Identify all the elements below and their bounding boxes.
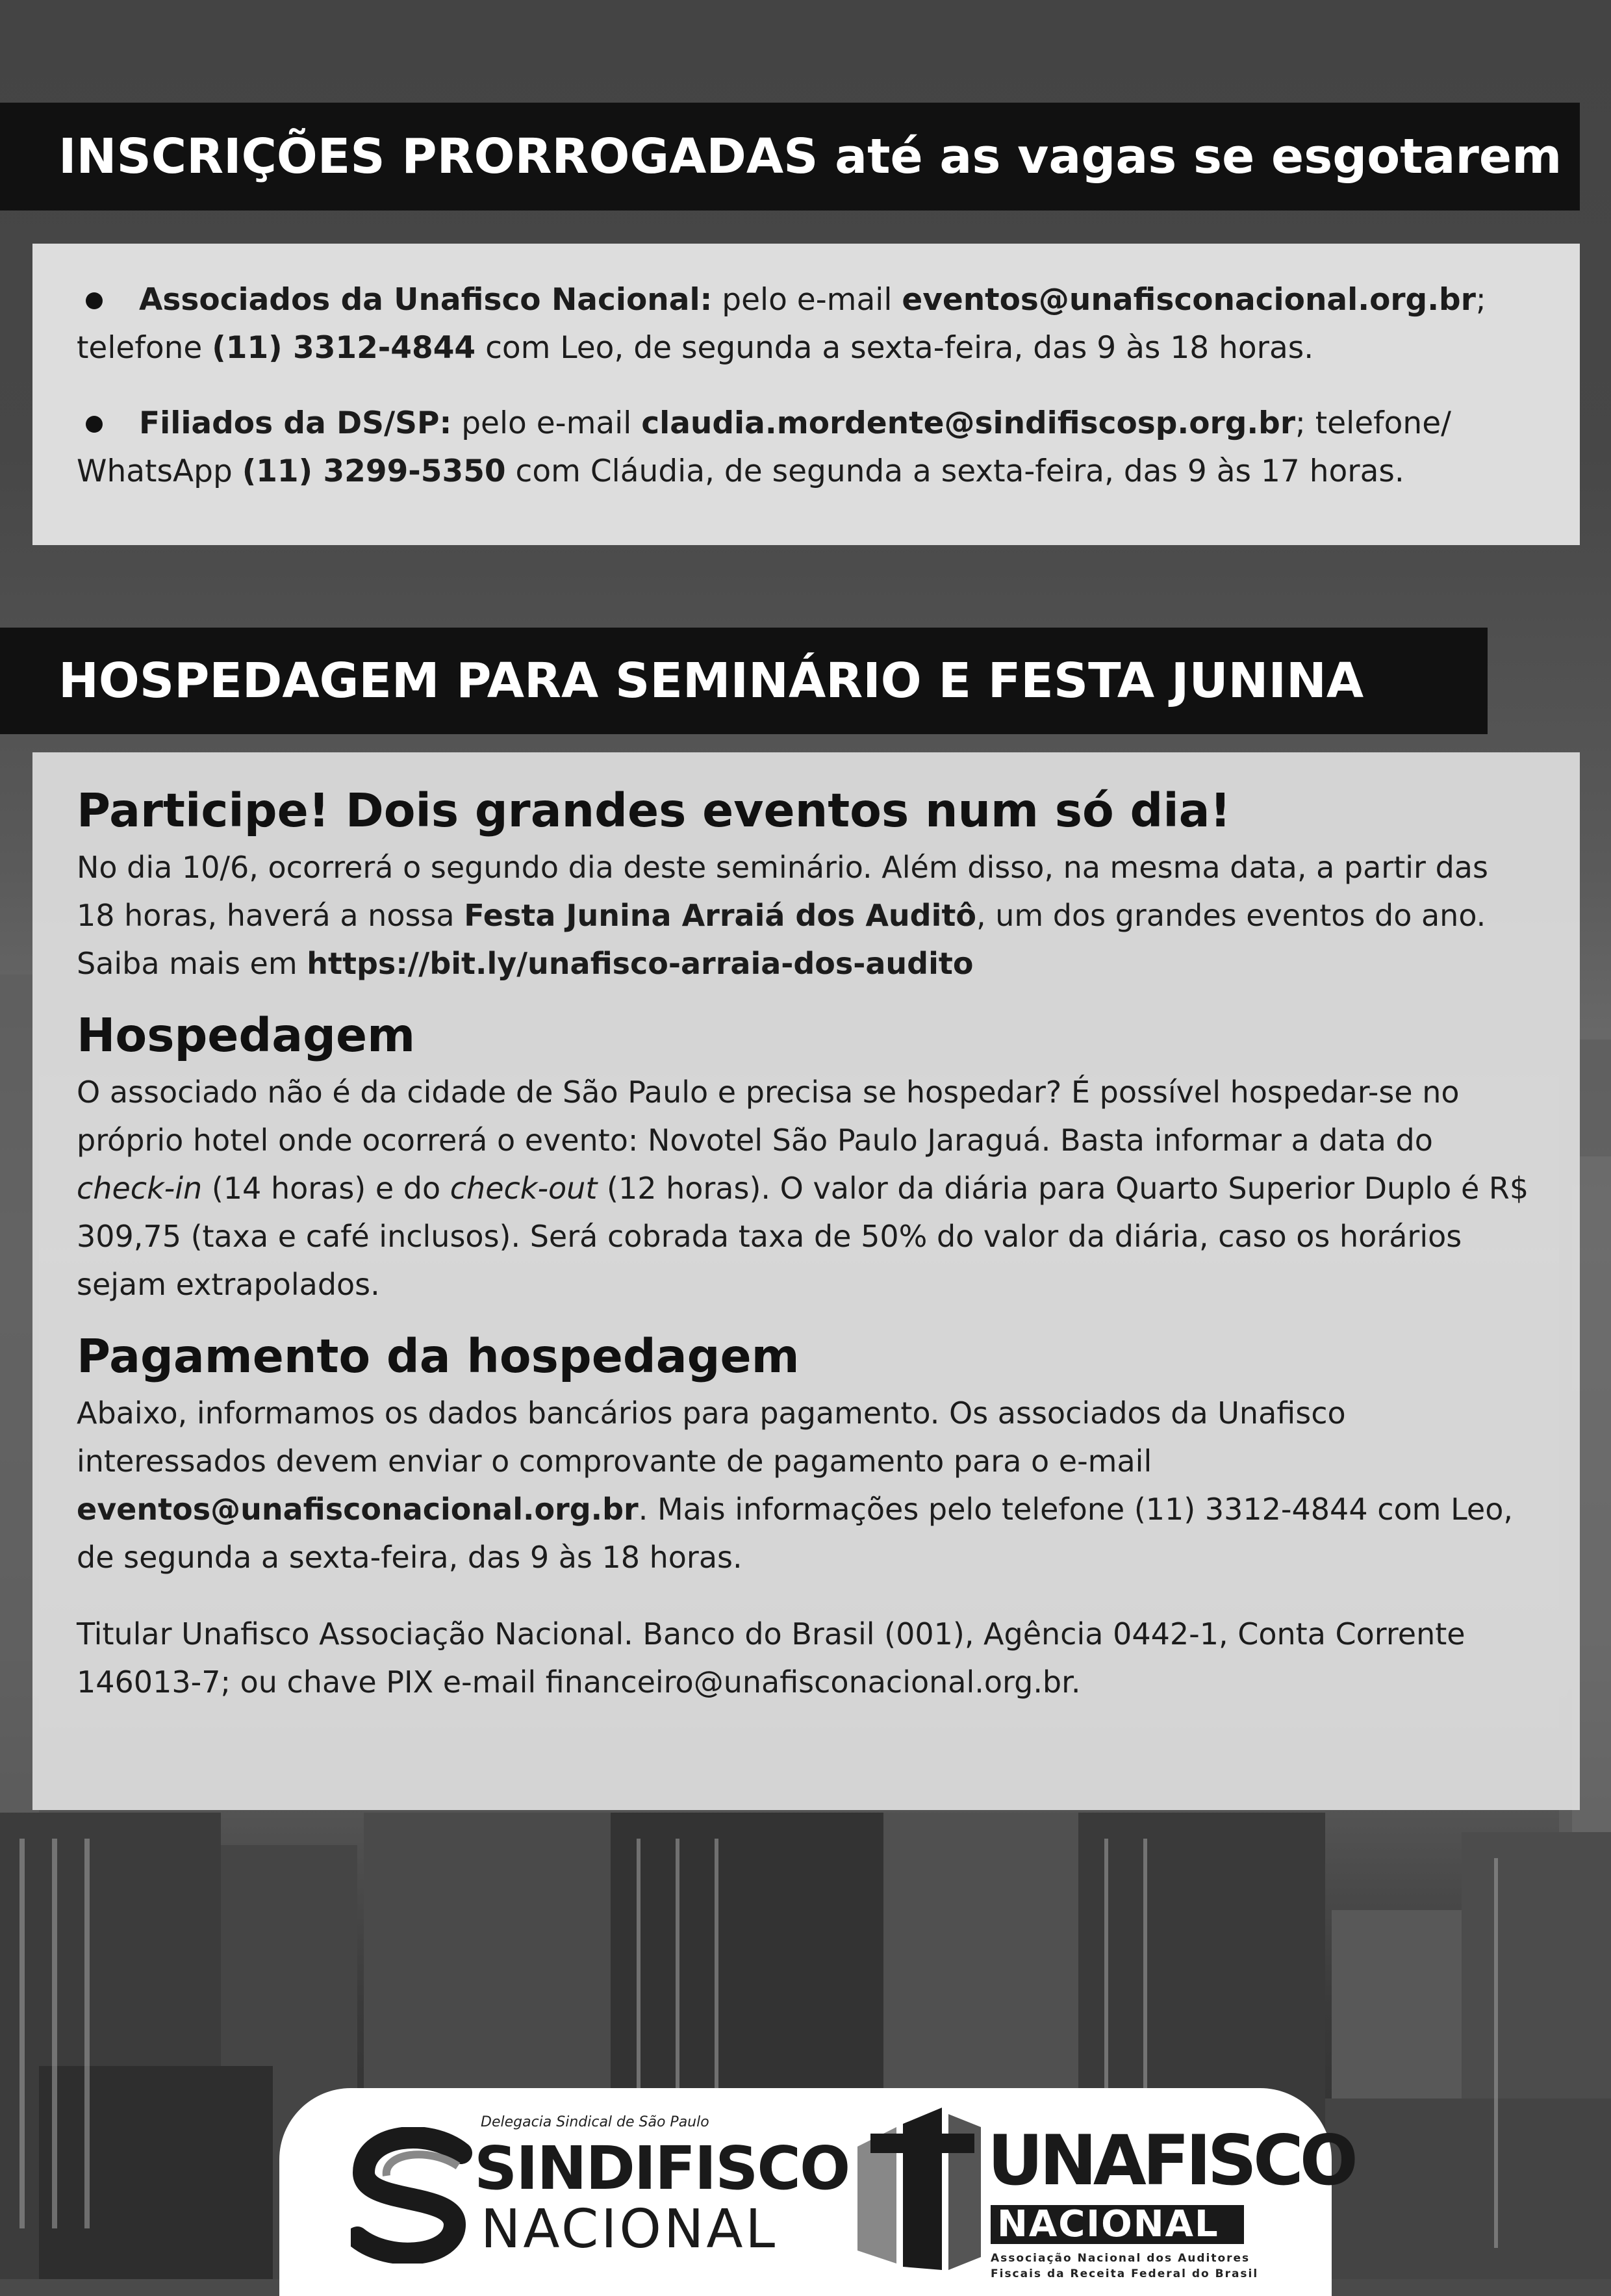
sindifisco-logo: [351, 2114, 850, 2270]
inscricoes-panel: [32, 244, 1580, 545]
heading-participe: Participe! Dois grandes eventos num só dia!: [77, 784, 1231, 837]
bullet-text: pelo e-mail: [712, 282, 902, 318]
bullet-text: com Leo, de segunda a sexta-feira, das 9 às 18 horas.: [476, 330, 1314, 366]
paragraph-banco: Titular Unafisco Associação Nacional. Banco do Brasil (001), Agência 0442-1, Conta Corrente 146013-7; ou chave PIX e-mail financeiro@unafisconacional.org.br.: [77, 1616, 1465, 1700]
section-header-inscricoes: [0, 103, 1580, 210]
sindifisco-name: SINDIFISCO: [474, 2134, 850, 2203]
heading-hospedagem: Hospedagem: [77, 1008, 416, 1062]
bullet-lead: Filiados da DS/SP:: [139, 405, 452, 441]
bullet-icon: [86, 292, 103, 309]
checkout-term: check-out: [450, 1171, 598, 1206]
paragraph-hospedagem: [77, 1068, 1536, 1308]
unafisco-logo: [857, 2101, 1354, 2290]
sindifisco-s-icon: [351, 2127, 474, 2264]
phone-number: (11) 3312-4844: [212, 330, 476, 366]
section-title: INSCRIÇÕES PRORROGADAS até as vagas se esgotarem: [58, 129, 1562, 185]
paragraph-participe: [77, 843, 1536, 988]
unafisco-nacional: NACIONAL: [997, 2203, 1219, 2245]
email-link[interactable]: claudia.mordente@sindifiscosp.org.br: [641, 405, 1296, 441]
bullet-icon: [86, 416, 103, 433]
paragraph-text: O associado não é da cidade de São Paulo e precisa se hospedar? É possível hospedar-se no próprio hotel onde ocorrerá o evento: Novotel São Paulo Jaraguá. Basta informar a data do: [77, 1075, 1460, 1158]
paragraph-text: . Mais informações pelo telefone (11) 3312-4844 com Leo, de segunda a sexta-feira, das 9 às 18 horas.: [77, 1492, 1513, 1575]
section-header-hospedagem: [0, 628, 1488, 734]
paragraph-pagamento: [77, 1389, 1536, 1581]
paragraph-text: No dia 10/6, ocorrerá o segundo dia deste seminário. Além disso, na mesma data, a partir das 18 horas, haverá a nossa: [77, 850, 1488, 933]
paragraph-text: (12 horas). O valor da diária para Quarto Superior Duplo é R$ 309,75 (taxa e café inclusos). Será cobrada taxa de 50% do valor da diária, caso os horários sejam extrapolados.: [77, 1171, 1529, 1302]
sindifisco-nacional: NACIONAL: [481, 2199, 778, 2260]
phone-number: (11) 3299-5350: [242, 453, 506, 489]
festa-name: Festa Junina Arraiá dos Auditô: [464, 898, 976, 933]
sindifisco-subtitle: Delegacia Sindical de São Paulo: [481, 2114, 709, 2130]
bullet-text: ; telefone/ WhatsApp: [77, 405, 1451, 489]
unafisco-tagline-2: Fiscais da Receita Federal do Brasil: [991, 2267, 1259, 2280]
festa-link[interactable]: https://bit.ly/unafisco-arraia-dos-audito: [307, 946, 974, 981]
hospedagem-panel: [32, 752, 1580, 1810]
paragraph-text: (14 horas) e do: [202, 1171, 450, 1206]
paragraph-text: , um dos grandes eventos do ano. Saiba mais em: [77, 898, 1486, 981]
list-item-associados: [77, 276, 1536, 372]
bullet-text: ; telefone: [77, 282, 1486, 366]
unafisco-building-icon: [857, 2108, 981, 2277]
email-link[interactable]: eventos@unafisconacional.org.br: [902, 282, 1476, 318]
bullet-lead: Associados da Unafisco Nacional:: [139, 282, 713, 318]
unafisco-tagline-1: Associação Nacional dos Auditores: [991, 2252, 1250, 2265]
heading-pagamento: Pagamento da hospedagem: [77, 1329, 800, 1383]
section-title: HOSPEDAGEM PARA SEMINÁRIO E FESTA JUNINA: [58, 653, 1364, 709]
logo-footer: [279, 2088, 1354, 2296]
checkin-term: check-in: [77, 1171, 203, 1206]
list-item-filiados: [77, 400, 1536, 496]
bullet-text: pelo e-mail: [451, 405, 642, 441]
unafisco-name: UNAFISCO: [987, 2121, 1354, 2200]
bullet-text: com Cláudia, de segunda a sexta-feira, das 9 às 17 horas.: [505, 453, 1404, 489]
paragraph-text: Abaixo, informamos os dados bancários para pagamento. Os associados da Unafisco interessados devem enviar o comprovante de pagamento para o e-mail: [77, 1396, 1346, 1479]
email-link[interactable]: eventos@unafisconacional.org.br: [77, 1492, 639, 1527]
